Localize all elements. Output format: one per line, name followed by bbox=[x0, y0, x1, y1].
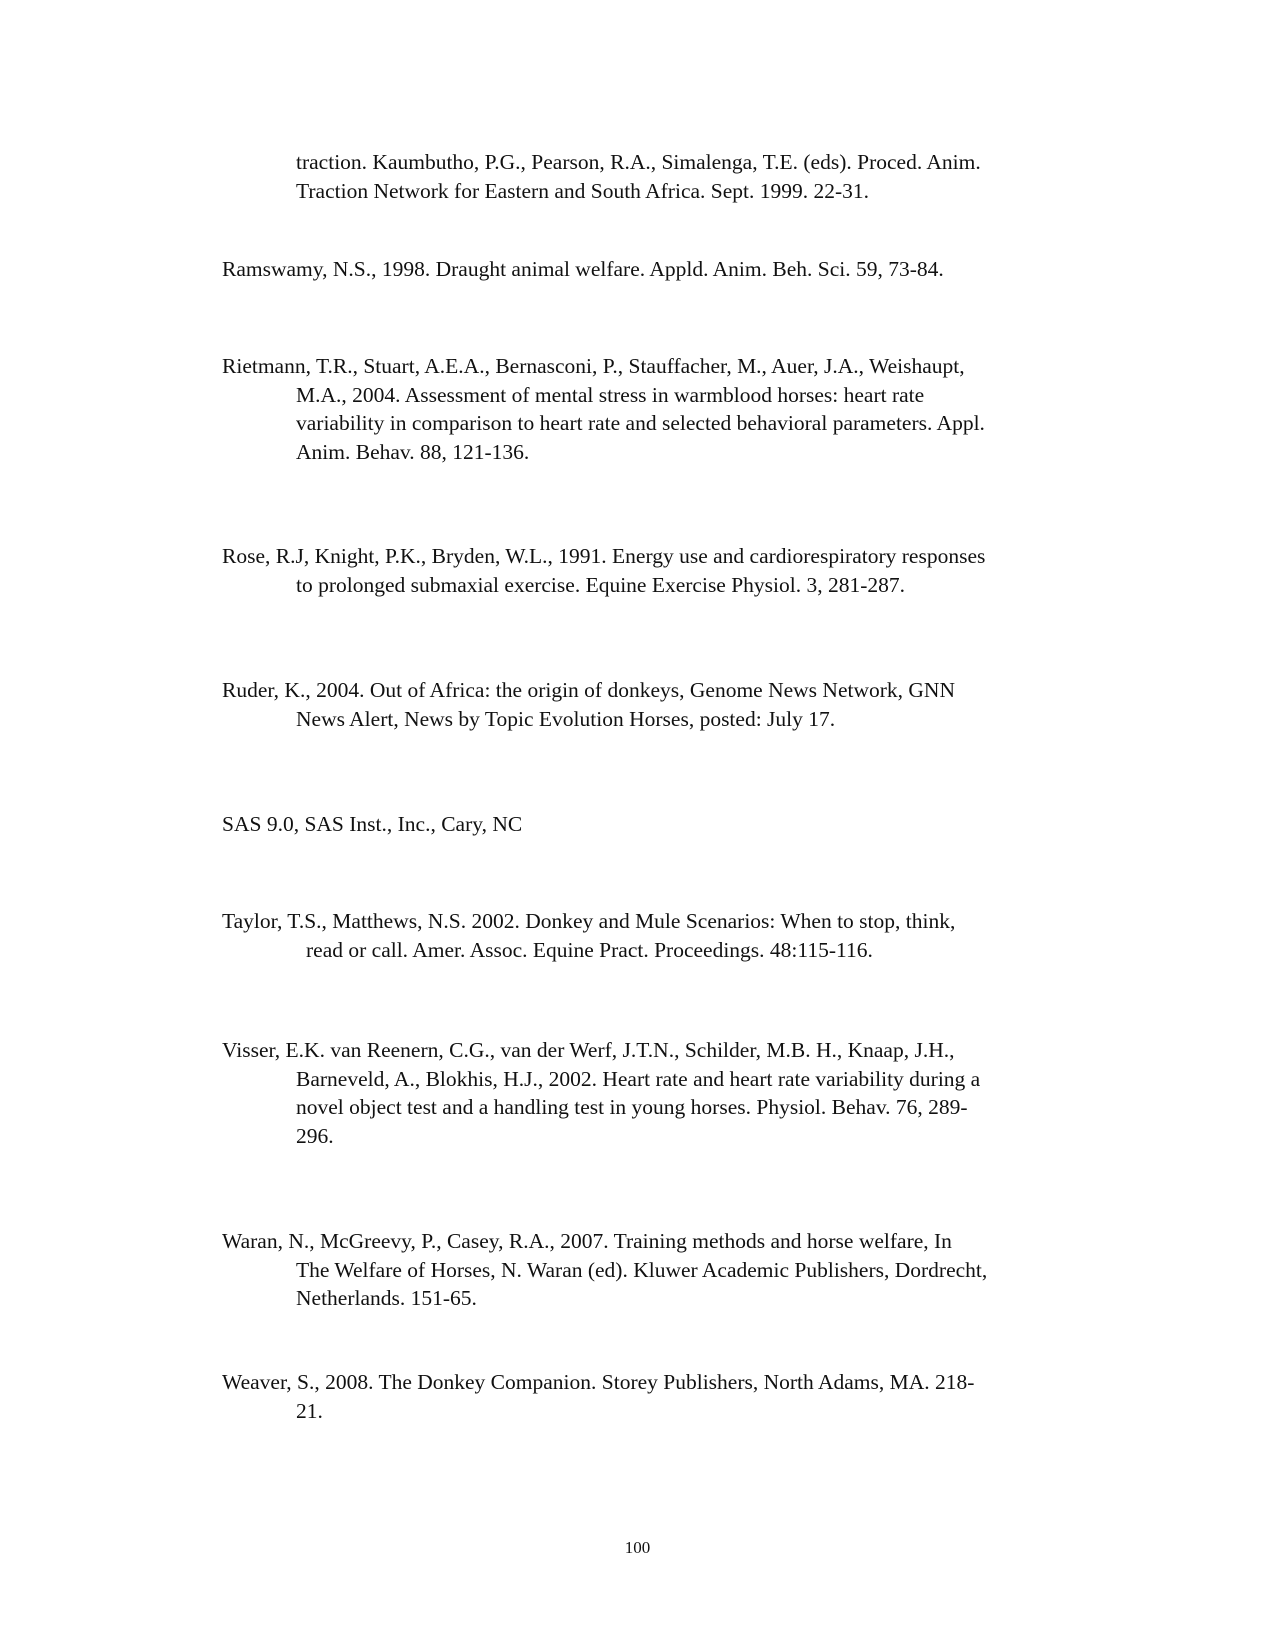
reference-entry-weaver bbox=[222, 1368, 1122, 1425]
reference-entry-waran bbox=[222, 1227, 1122, 1313]
reference-line: Ruder, K., 2004. Out of Africa: the origin of donkeys, Genome News Network, GNN bbox=[222, 678, 955, 702]
reference-entry-visser bbox=[222, 1036, 1122, 1150]
reference-entry-ramswamy bbox=[222, 255, 1122, 284]
reference-line: to prolonged submaxial exercise. Equine Exercise Physiol. 3, 281-287. bbox=[296, 572, 906, 597]
reference-entry-rietmann bbox=[222, 352, 1122, 466]
reference-line: traction. Kaumbutho, P.G., Pearson, R.A., Simalenga, T.E. (eds). Proced. Anim. bbox=[296, 150, 981, 174]
reference-line: News Alert, News by Topic Evolution Horses, posted: July 17. bbox=[296, 706, 836, 731]
reference-entry-taylor bbox=[222, 907, 1122, 964]
reference-entry-rose bbox=[222, 542, 1122, 599]
page-number: 100 bbox=[624, 1538, 651, 1557]
reference-line: Ramswamy, N.S., 1998. Draught animal welfare. Appld. Anim. Beh. Sci. 59, 73-84. bbox=[222, 257, 944, 281]
reference-entry-sas bbox=[222, 810, 1122, 839]
reference-line: Taylor, T.S., Matthews, N.S. 2002. Donkey and Mule Scenarios: When to stop, think, bbox=[222, 909, 956, 933]
reference-line: variability in comparison to heart rate and selected behavioral parameters. Appl. bbox=[296, 411, 985, 435]
reference-line: Netherlands. 151-65. bbox=[296, 1286, 477, 1310]
reference-line: M.A., 2004. Assessment of mental stress in warmblood horses: heart rate bbox=[296, 382, 925, 407]
reference-line: novel object test and a handling test in young horses. Physiol. Behav. 76, 289- bbox=[296, 1095, 968, 1119]
reference-line: Waran, N., McGreevy, P., Casey, R.A., 2007. Training methods and horse welfare, In bbox=[222, 1229, 952, 1253]
reference-line: 296. bbox=[296, 1123, 334, 1148]
reference-line: Anim. Behav. 88, 121-136. bbox=[296, 439, 530, 464]
reference-line: Barneveld, A., Blokhis, H.J., 2002. Heart rate and heart rate variability during a bbox=[296, 1066, 981, 1091]
reference-line: read or call. Amer. Assoc. Equine Pract. Proceedings. 48:115-116. bbox=[306, 937, 873, 962]
reference-entry-kaumbutho-continued bbox=[222, 148, 1122, 205]
reference-line: Rose, R.J, Knight, P.K., Bryden, W.L., 1991. Energy use and cardiorespiratory responses bbox=[222, 544, 986, 568]
reference-line: The Welfare of Horses, N. Waran (ed). Kluwer Academic Publishers, Dordrecht, bbox=[296, 1257, 988, 1282]
reference-line: Weaver, S., 2008. The Donkey Companion. Storey Publishers, North Adams, MA. 218- bbox=[222, 1370, 975, 1394]
reference-line: Rietmann, T.R., Stuart, A.E.A., Bernasconi, P., Stauffacher, M., Auer, J.A., Weishaupt, bbox=[222, 354, 965, 378]
reference-line: Visser, E.K. van Reenern, C.G., van der Werf, J.T.N., Schilder, M.B. H., Knaap, J.H., bbox=[222, 1038, 955, 1062]
reference-line: 21. bbox=[296, 1398, 323, 1423]
reference-entry-ruder bbox=[222, 676, 1122, 733]
reference-line: SAS 9.0, SAS Inst., Inc., Cary, NC bbox=[222, 812, 523, 836]
reference-line: Traction Network for Eastern and South Africa. Sept. 1999. 22-31. bbox=[296, 178, 870, 203]
